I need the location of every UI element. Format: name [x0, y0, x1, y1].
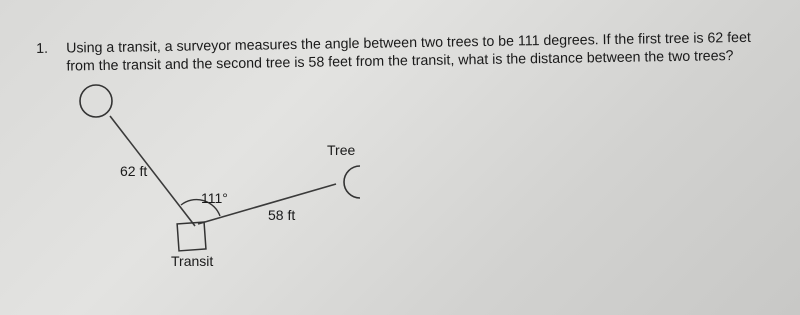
second-tree-arc: [344, 166, 360, 198]
question-number: 1.: [36, 40, 49, 57]
transit-label: Transit: [171, 253, 214, 269]
question-text: Using a transit, a surveyor measures the angle between two trees to be 111 degrees. If the first tree is 62 feet from the transit and the second tree is 58 feet from the transit, what is the distance between the two trees?: [66, 29, 751, 75]
side-62-label: 62 ft: [120, 163, 148, 179]
side-58-label: 58 ft: [268, 207, 296, 223]
tree-label: Tree: [327, 142, 356, 158]
angle-label: 111°: [201, 190, 228, 206]
transit-box: [177, 222, 206, 251]
first-tree-circle: [80, 85, 112, 117]
